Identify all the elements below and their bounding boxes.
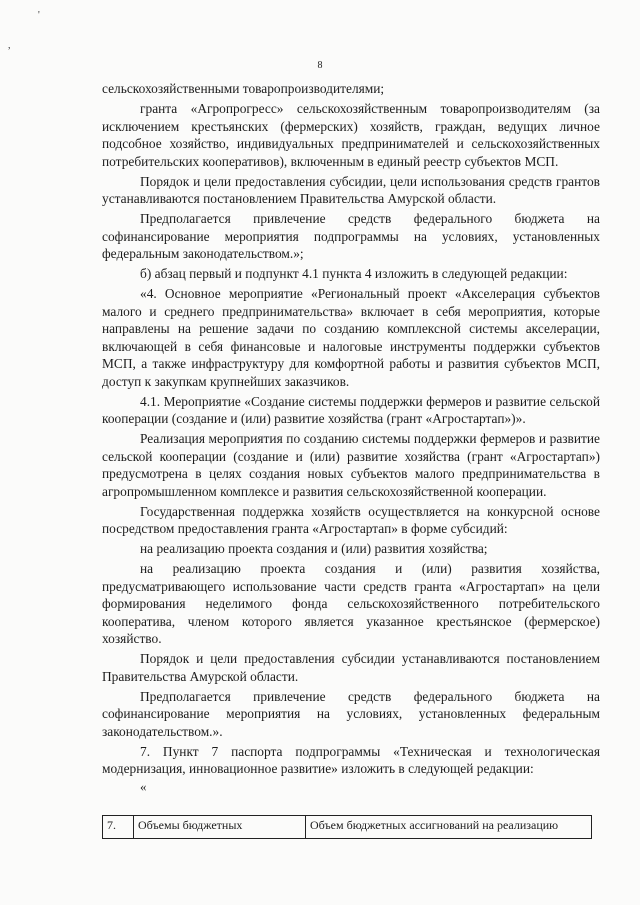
paragraph: Государственная поддержка хозяйств осуществляется на конкурсной основе посредством предоставления гранта «Агростартап» в форме субсидий: — [102, 503, 600, 536]
table-cell-number: 7. — [103, 816, 134, 839]
paragraph: «4. Основное мероприятие «Региональный проект «Акселерация субъектов малого и среднего предпринимательства» включает в себя мероприятия, которые направлены на решение задачи по созданию комплексной системы акселерации, включающей в себя финансовые и налоговые инструменты поддержки субъектов МСП, а также инфраструктуру для комфортной работы и развития субъектов МСП, доступ к закупкам крупнейших заказчиков. — [102, 286, 600, 389]
paragraph: 4.1. Мероприятие «Создание системы поддержки фермеров и развитие сельской кооперации (создание и (или) развитие хозяйства (грант «Агростартап»)». — [102, 393, 600, 426]
paragraph: Порядок и цели предоставления субсидии устанавливаются постановлением Правительства Амурской области. — [102, 651, 600, 684]
table-row — [103, 816, 592, 839]
margin-mark: , — [8, 40, 11, 51]
paragraph: 7. Пункт 7 паспорта подпрограммы «Техническая и технологическая модернизация, инновационное развитие» изложить в следующей редакции: — [102, 743, 600, 776]
paragraph: Предполагается привлечение средств федерального бюджета на софинансирование мероприятия на условиях, установленных федеральным законодательством.». — [102, 688, 600, 739]
passport-table — [102, 815, 592, 839]
page-number: 8 — [317, 60, 323, 71]
table-cell-label: Объемы бюджетных — [134, 816, 306, 839]
paragraph: гранта «Агропрогресс» сельскохозяйственным товаропроизводителям (за исключением крестьянских (фермерских) хозяйств, граждан, ведущих личное подсобное хозяйство, индивидуальных предпринимателей и сельскохозяйственных потребительских кооперативов), включенным в единый реестр субъектов МСП. — [102, 101, 600, 169]
document-body — [102, 80, 600, 794]
paragraph: Реализация мероприятия по созданию системы поддержки фермеров и развитие сельской кооперации (создание и (или) развитие хозяйства (грант «Агростартап») предусмотрена в целях создания новых субъектов малого предпринимательства в агропромышленном комплексе и развития сельскохозяйственной кооперации. — [102, 431, 600, 499]
paragraph: сельскохозяйственными товаропроизводителями; — [102, 81, 385, 96]
paragraph: на реализацию проекта создания и (или) развития хозяйства; — [140, 541, 488, 556]
paragraph: Предполагается привлечение средств федерального бюджета на софинансирование мероприятия подпрограммы на условиях, установленных федеральным законодательством.»; — [102, 211, 600, 261]
paragraph: б) абзац первый и подпункт 4.1 пункта 4 изложить в следующей редакции: — [140, 266, 568, 281]
table-cell-value: Объем бюджетных ассигнований на реализацию — [306, 816, 592, 839]
paragraph: Порядок и цели предоставления субсидии, цели использования средств грантов устанавливаются постановлением Правительства Амурской области. — [102, 173, 600, 206]
margin-mark: ' — [38, 10, 40, 21]
paragraph: на реализацию проекта создания и (или) развития хозяйства, предусматривающего использование части средств гранта «Агростартап» на цели формирования неделимого фонда сельскохозяйственного потребительского кооператива, членом которого является указанное крестьянское (фермерское) хозяйство. — [102, 561, 600, 646]
quote-open-mark: « — [140, 779, 147, 794]
